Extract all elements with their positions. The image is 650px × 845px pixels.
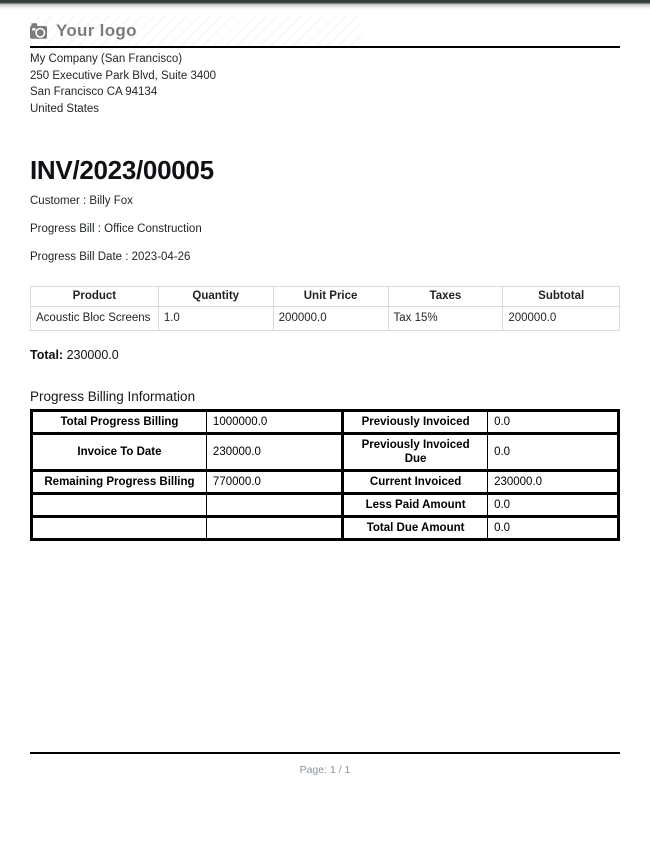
line-items-header-row xyxy=(31,287,620,307)
pb-label-invoice-to-date: Invoice To Date xyxy=(32,434,207,471)
line-item-subtotal: 200000.0 xyxy=(503,307,620,331)
total-line xyxy=(30,348,620,362)
progress-billing-row xyxy=(32,434,619,471)
progress-billing-row xyxy=(32,411,619,434)
progress-billing-table xyxy=(30,409,620,541)
total-value: 230000.0 xyxy=(66,348,119,362)
progress-billing-row xyxy=(32,517,619,540)
line-item-quantity: 1.0 xyxy=(158,307,273,331)
total-label: Total: xyxy=(30,348,64,362)
progress-bill-date-line: Progress Bill Date : 2023-04-26 xyxy=(30,251,191,263)
pb-value-less-paid-amount: 0.0 xyxy=(488,494,619,517)
column-header-subtotal: Subtotal xyxy=(503,287,620,307)
document-content xyxy=(30,16,620,541)
logo-text: Your logo xyxy=(56,21,137,40)
page-number: Page: 1 / 1 xyxy=(299,764,351,776)
pb-empty-cell xyxy=(206,517,342,540)
line-item-row xyxy=(31,307,620,331)
pb-value-remaining-progress-billing: 770000.0 xyxy=(206,471,342,494)
pb-label-total-due-amount: Total Due Amount xyxy=(343,517,488,540)
pb-empty-cell xyxy=(32,517,207,540)
invoice-number-title: INV/2023/00005 xyxy=(30,155,214,185)
company-city: San Francisco CA 94134 xyxy=(30,86,158,98)
line-items-table xyxy=(30,286,620,331)
pb-value-previously-invoiced: 0.0 xyxy=(488,411,619,434)
line-item-taxes: Tax 15% xyxy=(388,307,503,331)
customer-line: Customer : Billy Fox xyxy=(30,195,133,207)
progress-bill-line: Progress Bill : Office Construction xyxy=(30,223,202,235)
pb-label-less-paid-amount: Less Paid Amount xyxy=(343,494,488,517)
column-header-unit-price: Unit Price xyxy=(273,287,388,307)
header-divider xyxy=(30,46,620,48)
progress-billing-row xyxy=(32,494,619,517)
viewport-top-edge xyxy=(0,0,650,9)
pb-empty-cell xyxy=(32,494,207,517)
column-header-quantity: Quantity xyxy=(158,287,273,307)
company-address-block xyxy=(30,51,620,117)
logo-placeholder xyxy=(30,16,362,46)
page-footer xyxy=(30,752,620,776)
progress-billing-row xyxy=(32,471,619,494)
pb-value-current-invoiced: 230000.0 xyxy=(488,471,619,494)
pb-label-previously-invoiced-due: Previously Invoiced Due xyxy=(343,434,488,471)
line-item-unit-price: 200000.0 xyxy=(273,307,388,331)
pb-value-total-due-amount: 0.0 xyxy=(488,517,619,540)
column-header-taxes: Taxes xyxy=(388,287,503,307)
pb-value-total-progress-billing: 1000000.0 xyxy=(206,411,342,434)
pb-label-total-progress-billing: Total Progress Billing xyxy=(32,411,207,434)
column-header-product: Product xyxy=(31,287,159,307)
footer-divider xyxy=(30,752,620,754)
pb-value-invoice-to-date: 230000.0 xyxy=(206,434,342,471)
pb-empty-cell xyxy=(206,494,342,517)
company-street: 250 Executive Park Blvd, Suite 3400 xyxy=(30,69,217,82)
pb-label-remaining-progress-billing: Remaining Progress Billing xyxy=(32,471,207,494)
company-country: United States xyxy=(30,102,100,115)
company-name: My Company (San Francisco) xyxy=(30,53,183,65)
pb-label-previously-invoiced: Previously Invoiced xyxy=(343,411,488,434)
pb-value-previously-invoiced-due: 0.0 xyxy=(488,434,619,471)
progress-billing-title: Progress Billing Information xyxy=(30,389,196,404)
pb-label-current-invoiced: Current Invoiced xyxy=(343,471,488,494)
camera-icon xyxy=(30,23,47,39)
line-item-product: Acoustic Bloc Screens xyxy=(31,307,159,331)
